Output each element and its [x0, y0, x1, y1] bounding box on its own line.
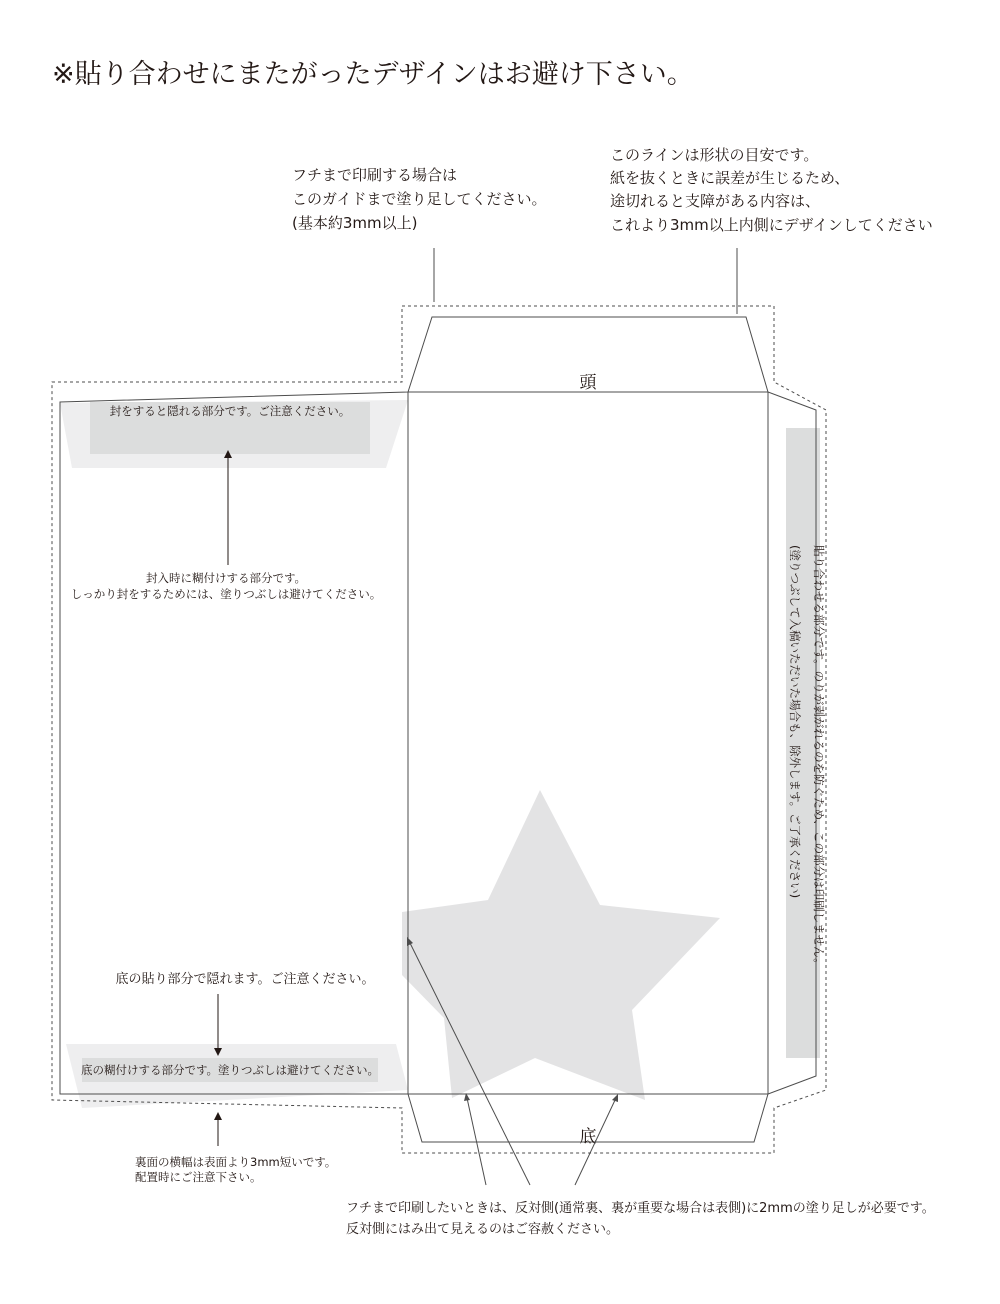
- bleed-guide-note: [292, 166, 547, 232]
- head-label: 頭: [579, 373, 597, 393]
- edge-print-pointer-head: [612, 1094, 618, 1102]
- bleed-guide-note-line: フチまで印刷する場合は: [292, 166, 458, 184]
- side-glue-note-line: 貼り合わせる部分です。のりが剥がれるのを防ぐため、この部分は印刷しません。: [812, 545, 826, 970]
- back-width-note-line: 裏面の横幅は表面より3mm短いです。: [135, 1155, 337, 1169]
- bleed-guide-note-line: このガイドまで塗り足してください。: [292, 190, 547, 208]
- edge-print-note-line: フチまで印刷したいときは、反対側(通常裏、裏が重要な場合は表側)に2mmの塗り足しが必要です。: [346, 1201, 935, 1216]
- bottom-glue-note: 底の糊付けする部分です。塗りつぶしは避けてください。: [80, 1063, 380, 1077]
- bottom-label: 底: [579, 1127, 597, 1147]
- shape-guide-note-line: これより3mm以上内側にデザインしてください: [610, 216, 933, 234]
- shape-guide-note-line: 紙を抜くときに誤差が生じるため、: [610, 169, 850, 187]
- side-glue-note-line: (塗りつぶして入稿いただいた場合も、除外します。ご了承ください): [788, 545, 802, 899]
- bleed-guide-note-line: (基本約3mm以上): [292, 214, 418, 232]
- star-sample-design: [402, 790, 720, 1100]
- seal-glue-note-line: しっかり封をするためには、塗りつぶしは避けてください。: [70, 587, 382, 601]
- back-width-arrow-head: [214, 1112, 222, 1120]
- back-width-note-line: 配置時にご注意下さい。: [135, 1170, 262, 1184]
- bottom-hidden-note: 底の貼り部分で隠れます。ご注意ください。: [115, 972, 375, 987]
- page-title: ※貼り合わせにまたがったデザインはお避け下さい。: [52, 59, 694, 90]
- shape-guide-note-line: 途切れると支障がある内容は、: [610, 192, 821, 210]
- shape-guide-note: [610, 146, 933, 234]
- flap-hidden-note: 封をすると隠れる部分です。ご注意ください。: [109, 404, 351, 418]
- edge-print-note-line: 反対側にはみ出て見えるのはご容赦ください。: [346, 1222, 620, 1237]
- shape-guide-note-line: このラインは形状の目安です。: [610, 146, 819, 164]
- seal-glue-note-line: 封入時に糊付けする部分です。: [145, 571, 307, 585]
